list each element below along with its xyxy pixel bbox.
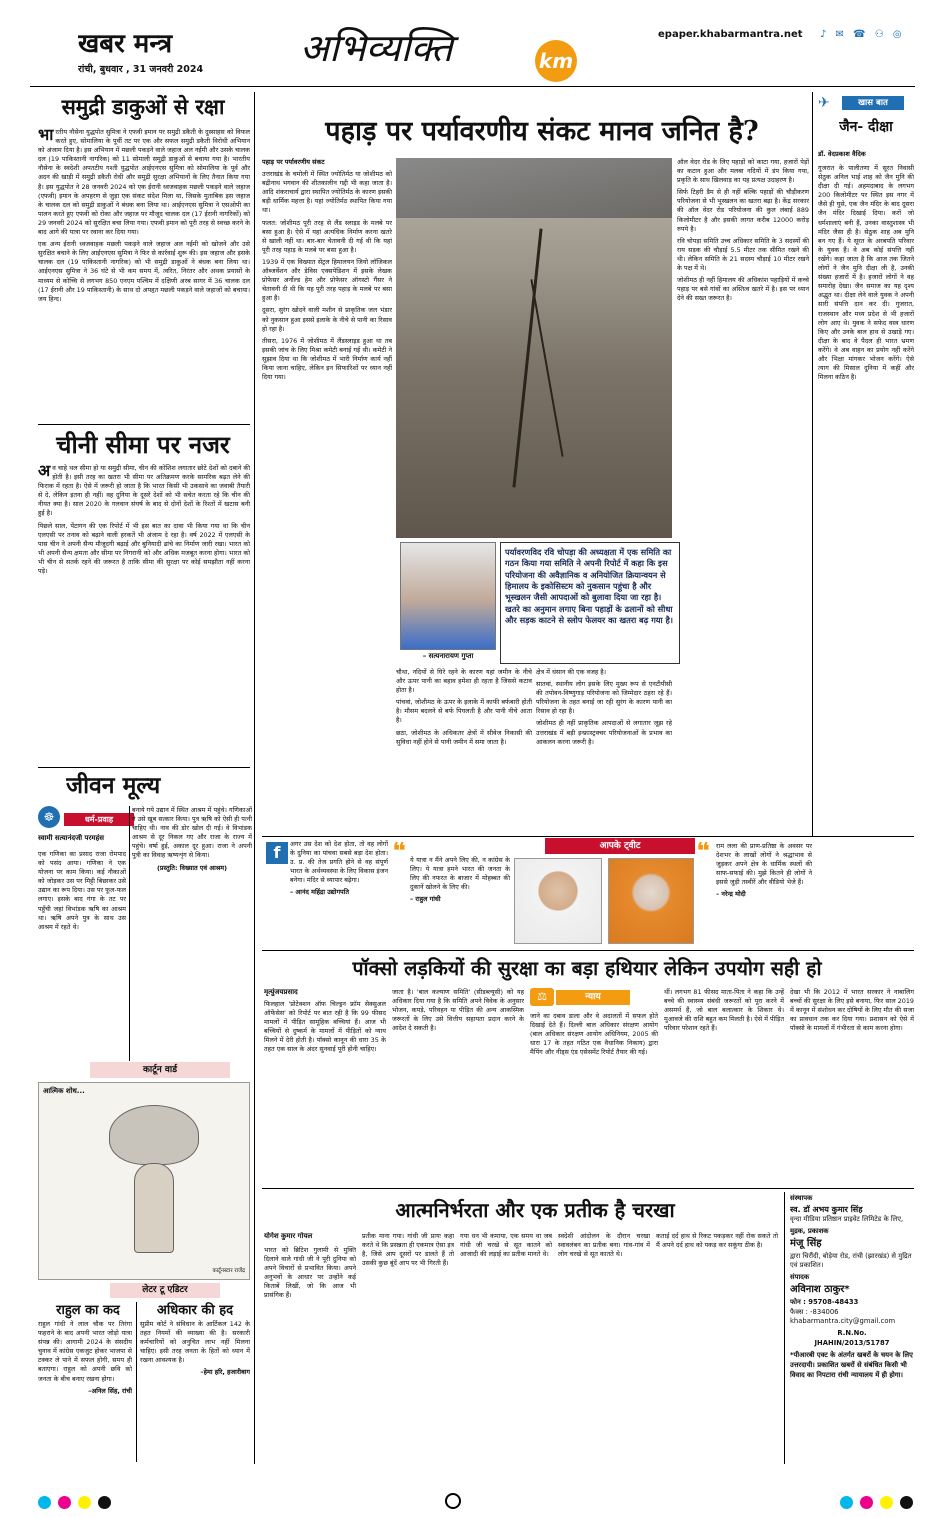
reg-mark (78, 1496, 91, 1509)
dropcap: अ (38, 464, 51, 480)
left-top-title: समुद्री डाकुओं से रक्षा (61, 94, 225, 119)
pull-quote-text: पर्यावरणविद रवि चोपड़ा की अध्यक्षता में एक समिति का गठन किया गया समिति ने अपनी रिपोर्ट में कहा कि इस परियोजना की अवैज्ञानिक व अनियोजित क्रियान्वयन से हिमालय के इकोसिस्टम को नुकसान पहुंचा है और भूस्खलन जैसी आपदाओं को बुलावा दिया जा रहा है। खतरे का अनुमान लगाए बिना पहाड़ों के ढलानों को सीधा और सड़क काटने से स्लोप फेलयर का खतरा बढ़ गया है। (505, 547, 673, 625)
para: थीं। लगभग 81 फीसद माता-पिता ने कहा कि उन्हें बच्चे की स्वास्थ्य संबंधी जरूरतों को पूरा करने में असमर्थ हैं, जो बाल बलात्कार के शिकार थे। मुआवजे की राशि बहुत कम मिलती है। ऐसे में पीड़ित परिवार परेशान रहते हैं। (664, 988, 784, 1033)
imprint-fax: फैक्स : -834006 (790, 1307, 839, 1316)
tweet3-author: – नरेन्द्र मोदी (716, 890, 746, 899)
para: राहुल गांधी ने लाल चौक पर तिरंगा फहराने के बाद अपनी भारत जोड़ो यात्रा संपन्न की। आगामी 2024 के संसदीय चुनाव में कांग्रेस एकजुट होकर भाजपा से टक्कर ले पाने में सफल होगी, समय ही बताएगा। राहुल को अपनी छवि को जनता के बीच बनाए रखना होगा। (38, 1320, 132, 1383)
para: 1939 में एक विख्यात सेंट्रल हिमालयन जियो लॉजिकल ऑब्जर्वेशन और डेविस एक्सपेडिशन में इसके लेखक प्रोफेसर अर्नोल्ड हेम और प्रोफेसर ऑगस्टो गैंसर ने चेतावनी दी थी कि यह पूरी तरह पहाड़ के मलबे पर बसा हुआ है। (262, 257, 392, 303)
author-photo (400, 542, 496, 650)
para: जाता है। 'बाल कल्याण समिति' (सीडब्ल्यूसी) को यह अधिकार दिया गया है कि समिति अपने विवेक के अनुसार भोजन, कपड़े, परिवहन या पीड़ित की अन्य आकस्मिक जरूरतों के लिए उसे वित्तीय सहायता प्रदान करने के आदेश दे सकती है। (392, 988, 524, 1033)
brand-logo (535, 40, 577, 82)
imprint-address: द्वारा चिरौंदी, बोड़ेया रोड, रांची (झारखंड) से मुद्रित एवं प्रकाशित। (790, 1251, 912, 1270)
letter1-text (38, 1320, 132, 1460)
imprint-rni: R.N.No. (837, 1329, 867, 1338)
posco-headline: पॉक्सो लड़कियों की सुरक्षा का बड़ा हथियार लेकिन उपयोग सही हो (352, 957, 822, 980)
jeevan-title: जीवन मूल्य (66, 772, 161, 799)
credit: (प्रस्तुति: विख्यात एवं आश्रम) (156, 863, 228, 872)
para: तीसरा, 1976 में जोशीमठ में लैंडस्लाइड हुआ था तब इसकी जांच के लिए मिश्रा कमेटी बनाई गई थी। कमेटी ने सुझाव दिया था कि जोशीमठ में भारी निर्माण कार्य नहीं किया जाना चाहिए, लेकिन इन सिफारिशों पर ध्यान नहीं दिया गया। (262, 336, 392, 382)
posco-byline: मृत्युंजयप्रसाद (264, 988, 298, 996)
reg-mark (880, 1496, 893, 1509)
para: गया धन भी कमाया, एक समय था जब गांधी जी चरखे से सूत कातने को आजादी की लड़ाई का प्रतीक मानते थे। (460, 1232, 552, 1259)
main-pull-quote (500, 542, 680, 664)
reg-mark (860, 1496, 873, 1509)
landslide-photo (396, 158, 672, 538)
site-url[interactable]: epaper.khabarmantra.net (658, 29, 803, 40)
para: फिलहाल 'प्रोटेक्शन ऑफ चिल्ड्रन फ्रॉम सेक्सुअल ऑफेंसेस' को रिपोर्ट पर बात रही है कि 99 फीसद मामलों में पीड़ित सामूहिक बच्चियां हैं। आज भी बच्चियों से दुष्कर्म के मामलों में पीड़ितों को न्याय मिलने में देरी होती है। पॉक्सो कानून की धारा 35 के तहत एक साल के अंदर सुनवाई पूरी होनी चाहिए। (264, 1000, 386, 1054)
reg-mark (445, 1493, 461, 1509)
crack-line (512, 229, 542, 488)
para: छठा, जोशीमठ के अधिकतर क्षेत्रों में सीवेज निकासी की सुविधा नहीं होने से पानी जमीन में समा जाता है। (396, 728, 532, 746)
right-tag: खास बात (842, 96, 904, 110)
imprint-label: संस्थापक (790, 1194, 813, 1202)
para: चौथा, नदियों से घिरे रहने के कारण यहां जमीन के नीचे और ऊपर पानी का बहाव हमेशा ही रहता है जिससे कटाव होता है। (396, 668, 532, 695)
tweet1-text: अगर उस देश को देश होता, तो वह लोगों के दुनिया का पांचवा सबसे बड़ा देश होता। उ. प्र. की तेज प्रगति होने से वह संपूर्ण भारत के अर्थव्यवस्था के लिए विकास इंजन बनेगा। मंदिर से व्यापार बढ़ेगा। (290, 840, 388, 885)
para: ऑल वेदर रोड के लिए पहाड़ों को काटा गया, हजारों पेड़ों का कटान हुआ और मलबा नदियों में डंप किया गया, प्रकृति के साथ खिलवाड़ का यह प्रत्यक्ष उदाहरण है। (677, 158, 809, 185)
modi-photo (608, 858, 694, 944)
reg-mark (98, 1496, 111, 1509)
para: सिर्फ टिहरी डैम से ही नहीं बल्कि पहाड़ों की चौड़ीकरण परियोजना से भी भूस्खलन का खतरा बढ़ा है। केंद्र सरकार की ऑल वेदर रोड परियोजना की कुल लंबाई 889 किलोमीटर है और इसकी लागत करीब 12000 करोड़ रुपये है। (677, 188, 809, 233)
imprint-phone: फोन : 95708-48433 (790, 1297, 859, 1306)
reg-mark (840, 1496, 853, 1509)
posco-col3 (530, 1012, 658, 1184)
posco-col5 (790, 988, 914, 1184)
letters-label (110, 1283, 220, 1298)
para: दूसरा, सुरंग खोदने वाली मशीन से प्राकृतिक जल भंडार को नुकसान हुआ इससे इलाके के नीचे से पानी का रिसाव हो रहा है। (262, 306, 392, 333)
cartoon-figure-shape (134, 1163, 174, 1253)
letter2-title: अधिकार की हद (156, 1303, 234, 1318)
tweet3-text: राम लला की प्राण-प्रतिष्ठा के अवसर पर देशभर के लाखों लोगों ने श्रद्धाभाव से जुड़कर अपने क्षेत्र के धार्मिक स्थलों की साफ-सफाई की। मुझे कितने ही लोगों ने इससे जुड़ी तस्वीरें और वीडियो भेजे हैं। (716, 842, 812, 887)
letter1-title: राहुल का कद (56, 1303, 120, 1318)
charkha-col4 (558, 1232, 650, 1466)
left-mid-body (38, 464, 250, 764)
imprint-rni-no: JHAHIN/2013/51787 (814, 1339, 890, 1348)
tweet1-author: – आनंद महिंद्रा उद्योगपति (290, 888, 349, 897)
para: जाने का दबाव डाला और वे अदालतों में सफल होते दिखाई देते हैं। दिल्ली बाल अधिकार संरक्षण आयोग (बाल अधिकार संरक्षण आयोग अधिनियम, 2005 की धारा 17 के तहत गठित एक वैधानिक निकाय) द्वारा मैपिंग और नीड्स एंड एसेसमेंट रिपोर्ट तैयार की गई। (530, 1012, 658, 1057)
jeevan-col1 (38, 850, 126, 1064)
tweet2 (410, 856, 510, 946)
quote-name: – सत्यनारायण गुप्ता (422, 652, 474, 660)
crack-line (530, 279, 563, 457)
para: व चाहे थल सीमा हो या समुद्री सीमा, चीन की कोशिश लगातार छोटे देशों को दबाने की होती है। इसी तरह का खतरा भी सीमा पर अतिक्रमण करके सामरिक बढ़त लेने की फिराक में रहता है। ऐसे में जरूरी हो जाता है कि भारत किसी भी उकसावे का जवाबी तैयारी से दे, लेकिन इतना ही नहीं। वह दुनिया के दूसरे देशों को भी सचेत करता रहे कि चीन की नीयत क्या है। साल 2020 के गलवान संघर्ष के बाद से दोनों देशों के रिश्तों में खटास बनी हुई है। (38, 464, 250, 518)
quote-mark-icon: ❝ (392, 842, 406, 862)
para: उत्तराखंड के चमोली में स्थित ज्योतिर्मठ या जोशीमठ को बद्रीनाथ भगवान की शीतकालीन गद्दी भी कहा जाता है। आदि शंकराचार्य द्वारा स्थापित ज्योतिर्मठ के कारण इसकी बड़ी धार्मिक महत्ता है। यहां ज्योतिर्मठ स्थापित किया गया था। (262, 170, 392, 215)
para: सुप्रीम कोर्ट ने संविधान के आर्टिकल 142 के तहत नियमों की व्याख्या की है। सरकारी कर्मचारियों को अनुचित लाभ नहीं मिलना चाहिए। इसी तरह जनता के हितों को ध्यान में रखना आवश्यक है। (140, 1320, 250, 1365)
roof-shape (396, 158, 672, 218)
cartoon-credit: कार्टूनस्टार राजेंद्र (212, 1268, 245, 1275)
mushroom-cloud-shape (109, 1105, 199, 1165)
para: देखा भी कि 2012 में भारत सरकार ने नाबालिग बच्चों की सुरक्षा के लिए इसे बनाया, फिर साल 2019 में कानून में संशोधन कर दोषियों के लिए मौत की सजा का प्रावधान तक कर दिया गया। प्रशासन को ऐसे में पॉक्सो के मामलों में गंभीरता से काम करना होगा। (790, 988, 914, 1033)
para: प्रतीक माना गया। गांधी जी प्रायः कहा करते थे कि प्रसन्नता ही एकमात्र ऐसा इत्र है, जिसे आप दूसरों पर डालते हैं तो उसकी कुछ बूंदें आप पर भी गिरती हैं। (362, 1232, 454, 1268)
posco-col1 (264, 1000, 386, 1184)
letter2-author: –हेमा हरि, हजारीबाग (200, 1368, 250, 1377)
main-col1 (262, 158, 392, 830)
para: फलत: जोशीमठ पूरी तरह से लैंड स्लाइड के मलबे पर बसा हुआ है। ऐसे में यहां अत्यधिक निर्माण करना खतरे से खाली नहीं था। बार-बार चेतावनी दी गई थी कि यहां पूरी तरह पहाड़ के मलबे पर बसा हुआ है। (262, 218, 392, 254)
tweet-strip-text: आपके ट्वीट (599, 841, 641, 851)
imprint-t1: वृन्दा मीडिया प्रतिष्ठान प्राइवेट लिमिटेड के लिए, (790, 1215, 904, 1224)
logo-letters: km (538, 49, 574, 73)
dropcap: भा (38, 128, 54, 144)
cartoon-label-text: कार्टून वार्ड (142, 1065, 178, 1075)
cartoon-caption: आत्मिक शोध... (43, 1087, 85, 1095)
jeevan-tag: धर्म-प्रवाह (64, 813, 134, 826)
para: एक गणिका का प्रसाद राजा रोमपाद को पसंद आया। गणिका ने एक योजना पर काम किया। कई नौकाओं को जोड़कर उस पर मिट्टी बिछाकर उसे उद्यान का रूप दिया। उस पर फूल-फल लगाए। इसके बाद गंगा के तट पर पहुँची जहां विभांडक ऋषि का आश्रम था। ऋषि अपने पुत्र के साथ उस आश्रम में रहते थे। (38, 850, 126, 931)
reg-mark (900, 1496, 913, 1509)
para: पांचवां, जोशीमठ के ऊपर के इलाके में काफी बर्फबारी होती है। मौसम बदलने से बर्फ पिघलती है और पानी नीचे आता है। (396, 698, 532, 725)
facebook-icon: f (266, 842, 288, 864)
para: जोशीमठ ही नहीं हिमालय की अधिकांश पहाड़ियों में कच्चे पहाड़ पर बसे गांवों का अस्तित्व खतरे में है। इस पर ध्यान देने की सख्त जरूरत है। (677, 276, 809, 303)
dateline: रांची, बुधवार , 31 जनवरी 2024 (78, 64, 204, 75)
byline-pre: पहाड़ पर पर्यावरणीय संकट (262, 158, 325, 166)
imprint (790, 1194, 914, 1466)
para: एक अन्य ईरानी ध्वजवाहक मछली पकड़ने वाले जहाज अल नईमी को खोजने और उसे सुरक्षित बचाने के लिए आईएनएस सुमित्रा ने फिर से कार्रवाई शुरू की। इस जहाज और इसके चालक दल (19 पाकिस्तानी नागरिक) को भी समुद्री डाकुओं ने बंधक बना लिया था। आईएनएस सुमित्रा ने 36 घंटे से भी कम समय में, त्वरित, निरंतर और अथक प्रयासों के माध्यम से कोच्चि से लगभग 850 एनएम पश्चिम में दक्षिणी अरब सागर में 36 चालक दल (17 ईरानी और 19 पाकिस्तानी) के साथ दो अपहृत मछली पकड़ने वाले जहाजों को बचाया। जय हिन्द। (38, 240, 250, 303)
charkha-byline: योगेश कुमार गोयल (264, 1232, 313, 1240)
tweet2-text: ये यात्रा न मैंने अपने लिए की, न कांग्रेस के लिए। ये यात्रा हमने भारत की जनता के लिए की नफरत के बाजार में मोहब्बत की दुकानें खोलने के लिए की। (410, 856, 510, 892)
main-headline: पहाड़ पर पर्यावरणीय संकट मानव जनित है? (325, 116, 759, 147)
right-author: डॉ. वेदप्रकाश वैदिक (818, 150, 866, 158)
right-title: जैन- दीक्षा (839, 119, 893, 135)
left-mid-title: चीनी सीमा पर नजर (56, 430, 230, 459)
imprint-editor: अविनाश ठाकुर* (790, 1284, 850, 1296)
tweet2-author: – राहुल गांधी (410, 895, 441, 904)
charkha-col5 (656, 1232, 778, 1466)
para: कताई दर्द हाथ से रिकट पकड़कर नहीं रोक सकते तो मैं अपने दर्द हाथ को पकड़ कर सकूंगा ठीक है। (656, 1232, 778, 1250)
letter1-author: –अनिल सिंह, रांची (88, 1386, 132, 1395)
jeevan-author: स्वामी सत्यानंदजी परमहंस (38, 834, 105, 842)
reg-mark (58, 1496, 71, 1509)
posco-tag: न्याय (556, 990, 630, 1005)
para: रवि चोपड़ा समिति उच्च अधिकार समिति के 3 सदस्यों की राय सड़क की चौड़ाई 5.5 मीटर तक सीमित रखने की थी। लेकिन समिति के 21 सदस्य चौड़ाई 10 मीटर रखने के पक्ष में थे। (677, 236, 809, 273)
letter2-text (140, 1320, 250, 1460)
left-top-body (38, 128, 250, 422)
imprint-email[interactable]: khabarmantra.city@gmail.com (790, 1317, 896, 1326)
tweet1 (290, 840, 388, 946)
imprint-founder: स्व. डॉ अभय कुमार सिंह (790, 1204, 863, 1214)
plane-icon: ✈ (818, 95, 830, 111)
para: पिछले साल, पेंटागन की एक रिपोर्ट में भी इस बात का दावा भी किया गया था कि चीन एलएसी पर तनाव को बढ़ाने वाली हरकतें भी अंजाम दे रहा है। वर्ष 2022 में एलएसी के पास चीन ने अपनी सैन्य मौजूदगी बढ़ाई और बुनियादी ढांचे का निर्माण जारी रखा। भारत को भी अपनी सैन्य क्षमता और सीमा पर निगरानी को और अधिक मजबूत करना होगा। भारत को भी चीन से सतर्क रहने की जरूरत है ताकि सीमा की सुरक्षा पर कोई समझौता नहीं करना पड़े। (38, 521, 250, 576)
reg-mark (38, 1496, 51, 1509)
imprint-note: *पीआरबी एक्ट के अंतर्गत खबरों के चयन के लिए उत्तरदायी। प्रकाशित खबरों से संबंधित किसी भी विवाद का निपटारा रांची न्यायालय में ही होगा। (790, 1350, 913, 1379)
section-title: अभिव्यक्ति (300, 26, 453, 70)
charkha-col1 (264, 1246, 356, 1466)
right-body (818, 164, 914, 830)
paper-name: खबर मन्त्र (78, 29, 173, 59)
para: बनाये गये उद्यान में स्थित आश्रम में पहुंचे। गणिकाओं ने उसे खूब सत्कार किया। पुत्र ऋषि को ऐसी ही पत्नी चाहिए थी। नाव की डोर खोल दी गई। वे विभांडक आश्रम से दूर निकल गए और राजा के राज्य में पहुंचे। वर्षा हुई, अकाल दूर हुआ। राजा ने अपनी पुत्री का विवाह ऋष्यशृंग से किया। (132, 806, 252, 860)
main-col2 (396, 668, 532, 830)
tweet-strip (545, 838, 695, 854)
para: जोशीमठ ही नहीं प्राकृतिक आपदाओं से लगातार जूझ रहे उत्तराखंड में बड़ी इन्फ्रास्ट्रक्चर परियोजनाओं के प्रभाव का आकलन करना जरूरी है। (536, 719, 672, 746)
para: रतीय नौसेना युद्धपोत सुमित्रा ने एफवी इमान पर समुद्री डकैती के दुस्साहस को विफल करते हुए, सोमालिया के पूर्वी तट पर एक और सफल समुद्री डकैती विरोधी अभियान को अंजाम दिया है। इस अभियान में मछली पकड़ने वाले जहाज अल नईमी और उसके चालक दल (19 पाकिस्तानी नागरिक) को 11 सोमाली समुद्री डाकुओं से बचाया गया है। भारतीय नौसेना के स्वदेशी अपतटीय गश्ती युद्धपोत आईएनएस सुमित्रा को सोमालिया के पूर्व और अदन की खाड़ी में समुद्री डकैती रोधी और समुद्री सुरक्षा अभियानों के लिए तैनात किया गया है। इस युद्धपोत ने 28 जनवरी 2024 को एक ईरानी ध्वजवाहक मछली पकड़ने वाले जहाज (एफवी) इमान के अपहरण से जुड़ा एक संकट संदेश मिला था, जिसके मुताबिक इस जहाज के चालक दल को समुद्री डाकुओं ने बंधक बना लिया था। आईएनएस सुमित्रा ने एसओपी का पालन करते हुए एफवी को रोका और जहाज पर मौजूद चालक दल (17 ईरानी नागरिकों) को 29 जनवरी 2024 को सुरक्षित बचा लिया गया। एफवी इमान को पूरी तरह से स्वच्छ करने के बाद आगे की यात्रा पर रवाना कर दिया गया। (38, 128, 250, 237)
posco-col4 (664, 988, 784, 1184)
charkha-col2 (362, 1232, 454, 1466)
charkha-headline: आत्मनिर्भरता और एक प्रतीक है चरखा (395, 1198, 675, 1222)
jeevan-col2 (132, 806, 252, 1056)
cartoon-image (38, 1082, 250, 1280)
rahul-photo (514, 858, 602, 944)
letters-label-text: लेटर टू एडिटर (142, 1285, 188, 1295)
jeevan-icon: ☸ (38, 806, 60, 828)
masthead-icons: ♪ ✉ ☎ ⚇ ◎ (820, 29, 905, 40)
para: गुजरात के पालीतणा में सूरत निवासी सेठुक अनिल भाई शाह को जैन मुनि की दीक्षा दी गई। अहमदाबाद के लगभग 200 किलोमीटर पर स्थित इस नगर में जैसे ही घुसे, एक जैन मंदिर के बाद दूसरा जैन मंदिर दिखाई दिया। करों जो धर्मशालाएं बनी हैं, उनका वास्तुशास्त्र भी मंदिर जैसा ही है। सेठुक शाह अब मुनि बन गए हैं। ये सूरत के अरबपति परिवार के युवक हैं। वे अब कोई संपत्ति नहीं रखेंगे। कहा जाता है कि आज तक जितने लोगों ने जैन मुनि दीक्षा ली है, उनकी संख्या हजारों में है। हजारों लोगों ने वह समारोह देखा। जैन समाज का यह दृश्य अद्भुत था। दीक्षा लेने वाले युवक ने अपनी सारी संपत्ति दान कर दी। गुजरात, राजस्थान और मध्य प्रदेश से भी हजारों लोग आए थे। युवक ने सफेद वस्त्र धारण किए और उनके बाल हाथ से उखाड़े गए। दीक्षा के बाद वे पैदल ही भारत भ्रमण करेंगे। वे अब वाहन का प्रयोग नहीं करेंगे और भिक्षा मांगकर भोजन करेंगे। ऐसे त्याग की मिसाल दुनिया में कहीं और मिलना कठिन है। (818, 164, 914, 382)
para: क्षेत्र में धंसान की एक वजह है। (536, 668, 607, 676)
quote-mark-icon: ❝ (696, 842, 710, 862)
imprint-publisher-label: मुद्रक, प्रकाशक (790, 1227, 829, 1236)
para: स्वदेशी आंदोलन के दौरान चरखा स्वावलंबन का प्रतीक बना। गांव-गांव में लोग चरखे से सूत कातते थे। (558, 1232, 650, 1259)
tweet3 (716, 842, 812, 946)
imprint-publisher: मंजू सिंह (790, 1238, 822, 1250)
justice-icon: ⚖ (530, 988, 554, 1006)
cartoon-label (90, 1062, 230, 1078)
main-col3 (536, 668, 672, 830)
para: भारत को ब्रिटिश गुलामी से मुक्ति दिलाने वाले गांधी जी ने पूरी दुनिया को अपने विचारों से प्रभावित किया। अपने अनुभवों के आधार पर उन्होंने कई किताबें लिखीं, जो कि आज भी प्रासंगिक हैं। (264, 1246, 356, 1300)
posco-col2 (392, 988, 524, 1184)
charkha-col3 (460, 1232, 552, 1466)
imprint-editor-label: संपादक (790, 1273, 810, 1282)
para: सातवां, स्थानीय लोग इसके लिए मुख्य रूप से एनटीपीसी की तपोवन-विष्णुगाड़ परियोजना को जिम्मेदार ठहरा रहे हैं। परियोजना के तहत बनाई जा रही सुरंग के कारण पानी का रिसाव हो रहा है। (536, 680, 672, 716)
main-col4 (677, 158, 809, 830)
